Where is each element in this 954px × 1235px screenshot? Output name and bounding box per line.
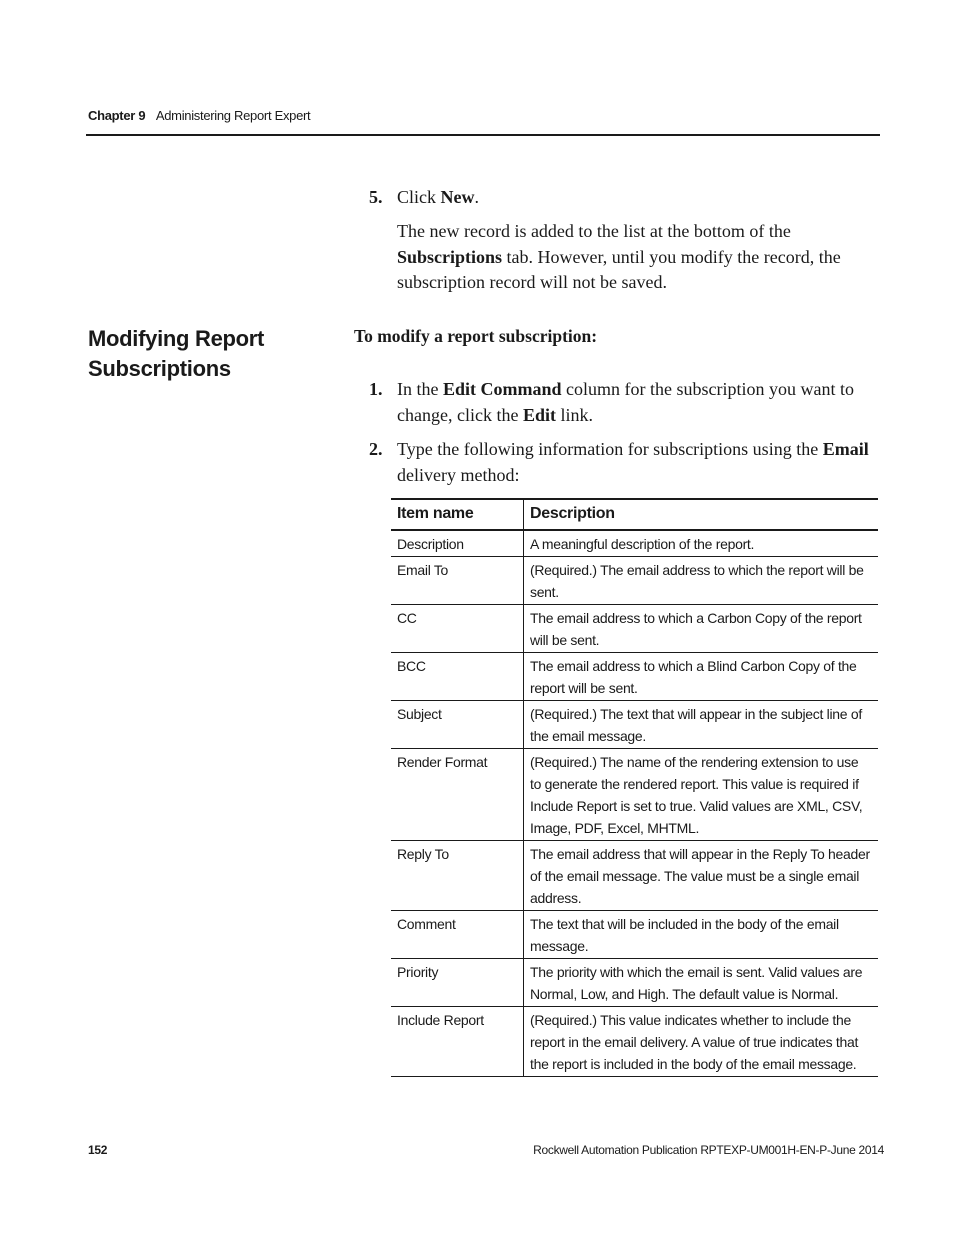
item-name-cell: CC <box>391 605 524 653</box>
step-number: 2. <box>369 439 383 459</box>
item-name-cell: Email To <box>391 557 524 605</box>
chapter-label: Chapter 9 <box>88 108 146 123</box>
step-text: Click New. <box>397 187 479 207</box>
section-heading: Modifying Report Subscriptions <box>88 326 265 381</box>
table-row <box>391 1007 878 1077</box>
table-row <box>391 605 878 653</box>
step-text: Type the following information for subscriptions using the Email delivery method: <box>397 439 869 485</box>
table-row <box>391 530 878 557</box>
publication-footer: Rockwell Automation Publication RPTEXP-UM001H-EN-P-June 2014 <box>533 1143 884 1157</box>
step-number: 1. <box>369 379 383 399</box>
description-cell: (Required.) The email address to which the report will be sent. <box>524 557 879 605</box>
table-row <box>391 749 878 841</box>
item-name-cell: Subject <box>391 701 524 749</box>
item-name-cell: BCC <box>391 653 524 701</box>
column-header-description: Description <box>524 499 879 530</box>
step-5-result-paragraph: The new record is added to the list at the bottom of the Subscriptions tab. However, until you modify the record, the subscription record will not be saved. <box>397 221 841 292</box>
description-cell: The email address that will appear in the Reply To header of the email message. The value must be a single email address. <box>524 841 879 911</box>
table-row <box>391 841 878 911</box>
table-row <box>391 557 878 605</box>
table-row <box>391 911 878 959</box>
new-button-reference: New <box>440 187 475 207</box>
chapter-title: Administering Report Expert <box>155 108 311 123</box>
table-row <box>391 959 878 1007</box>
description-cell: (Required.) This value indicates whether to include the report in the email delivery. A value of true indicates that the report is included in the body of the email message. <box>524 1007 879 1077</box>
step-text: In the Edit Command column for the subscription you want to change, click the Edit link. <box>397 379 854 425</box>
table-row <box>391 653 878 701</box>
item-name-cell: Priority <box>391 959 524 1007</box>
description-cell: A meaningful description of the report. <box>524 530 879 557</box>
description-cell: The priority with which the email is sent. Valid values are Normal, Low, and High. The default value is Normal. <box>524 959 879 1007</box>
item-name-cell: Comment <box>391 911 524 959</box>
subscriptions-tab-reference: Subscriptions <box>397 246 503 267</box>
step-number: 5. <box>369 187 383 207</box>
email-fields-table <box>391 498 878 1077</box>
page-number: 152 <box>88 1143 108 1157</box>
description-cell: The email address to which a Blind Carbon Copy of the report will be sent. <box>524 653 879 701</box>
table-row <box>391 701 878 749</box>
description-cell: The text that will be included in the body of the email message. <box>524 911 879 959</box>
item-name-cell: Description <box>391 530 524 557</box>
description-cell: (Required.) The text that will appear in the subject line of the email message. <box>524 701 879 749</box>
running-header <box>88 108 310 123</box>
item-name-cell: Reply To <box>391 841 524 911</box>
column-header-item-name: Item name <box>391 499 524 530</box>
item-name-cell: Include Report <box>391 1007 524 1077</box>
description-cell: (Required.) The name of the rendering extension to use to generate the rendered report. This value is required if Include Report is set to true. Valid values are XML, CSV, Image, PDF, Excel, MHTML. <box>524 749 879 841</box>
procedure-heading: To modify a report subscription: <box>354 326 598 346</box>
header-rule <box>86 134 880 136</box>
item-name-cell: Render Format <box>391 749 524 841</box>
description-cell: The email address to which a Carbon Copy of the report will be sent. <box>524 605 879 653</box>
table-header-row <box>391 499 878 530</box>
